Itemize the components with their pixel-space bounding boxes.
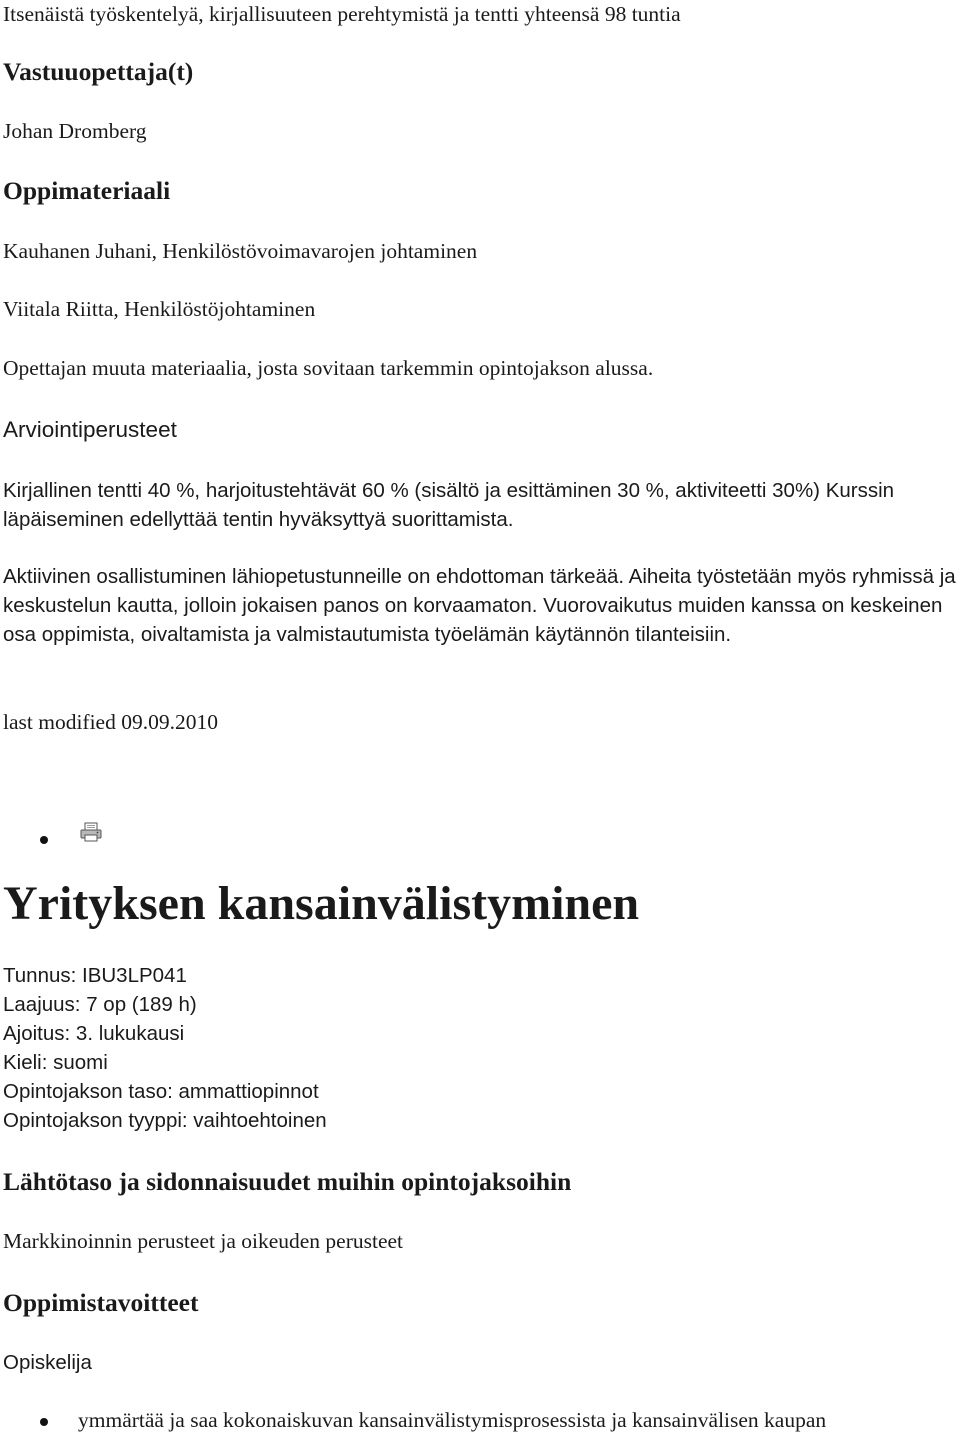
teacher-name: Johan Dromberg <box>3 119 147 143</box>
course-type: Opintojakson tyyppi: vaihtoehtoinen <box>3 1109 327 1132</box>
section-heading-materials: Oppimateriaali <box>3 176 171 205</box>
material-item: Viitala Riitta, Henkilöstöjohtaminen <box>3 297 316 321</box>
printer-icon[interactable] <box>80 822 102 842</box>
assessment-paragraph: Kirjallinen tentti 40 %, harjoitustehtävät 60 % (sisältö ja esittäminen 30 %, aktiviteetti 30%) Kurssin läpäiseminen edellyttää tentin hyväksyttyä suorittamista. <box>3 479 895 531</box>
list-bullet <box>40 1418 48 1426</box>
material-item: Opettajan muuta materiaalia, josta sovitaan tarkemmin opintojakson alussa. <box>3 356 654 380</box>
course-credits: Laajuus: 7 op (189 h) <box>3 993 197 1016</box>
course-code: Tunnus: IBU3LP041 <box>3 964 187 987</box>
workload-text: Itsenäistä työskentelyä, kirjallisuuteen perehtymistä ja tentti yhteensä 98 tuntia <box>3 2 681 26</box>
material-item: Kauhanen Juhani, Henkilöstövoimavarojen johtaminen <box>3 239 478 263</box>
learning-goals-intro: Opiskelija <box>3 1351 92 1374</box>
course-level: Opintojakson taso: ammattiopinnot <box>3 1080 319 1103</box>
last-modified: last modified 09.09.2010 <box>3 710 218 734</box>
course-language: Kieli: suomi <box>3 1051 108 1074</box>
section-heading-teachers: Vastuuopettaja(t) <box>3 57 194 86</box>
course-meta <box>3 961 327 1135</box>
learning-goal-item: ymmärtää ja saa kokonaiskuvan kansainvälistymisprosessista ja kansainvälisen kaupan <box>78 1408 827 1432</box>
course-timing: Ajoitus: 3. lukukausi <box>3 1022 185 1045</box>
section-heading-prerequisites: Lähtötaso ja sidonnaisuudet muihin opintojaksoihin <box>3 1167 572 1196</box>
section-heading-learning-goals: Oppimistavoitteet <box>3 1288 199 1317</box>
section-heading-assessment: Arviointiperusteet <box>3 417 177 442</box>
prerequisites-text: Markkinoinnin perusteet ja oikeuden perusteet <box>3 1229 404 1253</box>
participation-paragraph: Aktiivinen osallistuminen lähiopetustunneille on ehdottoman tärkeää. Aiheita työstetään myös ryhmissä ja keskustelun kautta, jolloin jokaisen panos on korvaamaton. Vuorovaikutus muiden kanssa on keskeinen osa oppimista, oivaltamista ja valmistautumista työelämän käytännön tilanteisiin. <box>3 565 956 646</box>
list-bullet <box>40 836 48 844</box>
course-title: Yrityksen kansainvälistyminen <box>3 877 640 930</box>
